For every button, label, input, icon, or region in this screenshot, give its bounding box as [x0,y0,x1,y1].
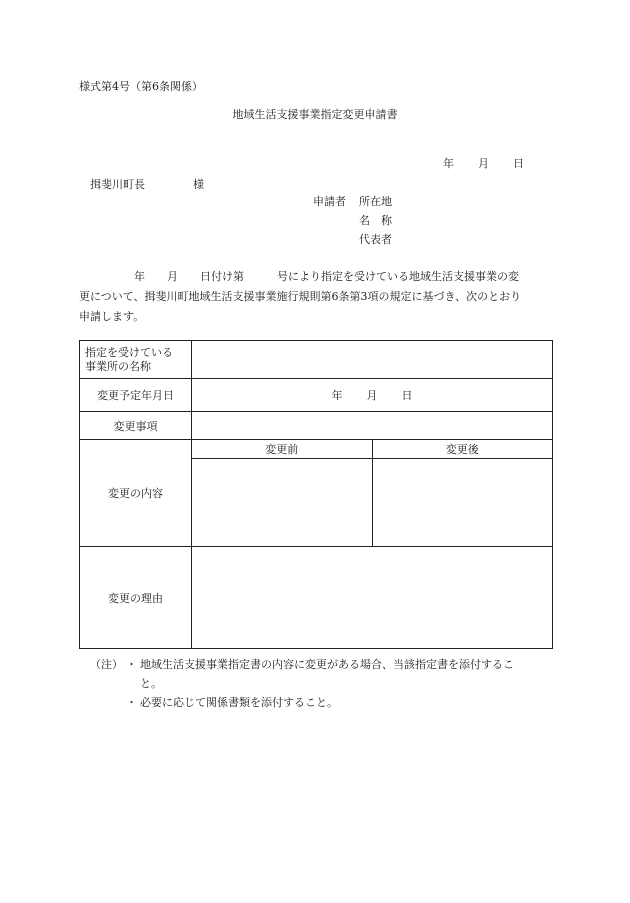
applicant-row-representative [313,233,392,252]
applicant-name-label: 名 称 [359,214,392,227]
facility-name-label: 指定を受けている 事業所の名称 [80,341,192,379]
change-reason-label: 変更の理由 [80,547,192,649]
change-date-month: 月 [366,389,378,402]
date-month: 月 [478,157,489,170]
note-1-text: 地域生活支援事業指定書の内容に変更がある場合、当該指定書を添付するこ [140,658,514,671]
document-title: 地域生活支援事業指定変更申請書 [232,108,398,121]
applicant-block [313,195,392,252]
body-line-2: 更について、揖斐川町地域生活支援事業施行規則第6条第3項の規定に基づき、次のとおり [79,290,522,303]
addressee-name: 揖斐川町長 [90,178,145,191]
note-mark: （注） [90,658,123,671]
change-form-table [79,340,553,649]
before-header: 変更前 [192,440,372,459]
after-header: 変更後 [372,440,552,459]
note-item-1-cont: と。 [140,677,162,690]
change-reason-field[interactable] [192,547,553,649]
notes [90,655,514,712]
applicant-role: 申請者 [313,195,346,208]
applicant-representative-label: 代表者 [359,233,392,246]
applicant-address-label: 所在地 [359,195,392,208]
application-date [443,157,524,171]
date-day: 日 [513,157,524,170]
body-line-1: 年 月 日付け第 号により指定を受けている地域生活支援事業の変 [79,270,519,283]
after-field[interactable] [372,459,552,547]
addressee [90,178,204,192]
change-date-label: 変更予定年月日 [80,379,192,412]
change-date-day: 日 [401,389,413,402]
applicant-row-address [313,195,392,214]
change-item-row [80,412,553,440]
application-body [79,267,559,327]
date-year: 年 [443,157,454,170]
addressee-honorific: 様 [193,178,204,191]
change-item-label: 変更事項 [80,412,192,440]
change-contents-grid [192,440,552,546]
body-line-3: 申請します。 [79,310,145,323]
facility-name-row [80,341,553,379]
facility-name-field[interactable] [192,341,553,379]
change-date-year: 年 [331,389,343,402]
note-item-2: ・ 必要に応じて関係書類を添付すること。 [126,696,338,709]
form-number: 様式第4号（第6条関係） [79,80,203,93]
change-contents-row [80,440,553,547]
change-contents-label: 変更の内容 [80,440,192,547]
change-item-field[interactable] [192,412,553,440]
note-2-text: 必要に応じて関係書類を添付すること。 [140,696,338,709]
change-date-field[interactable] [192,379,553,412]
note-item-1: （注） ・ 地域生活支援事業指定書の内容に変更がある場合、当該指定書を添付するこ [90,655,514,674]
change-reason-row [80,547,553,649]
applicant-row-name [313,214,392,233]
before-field[interactable] [192,459,372,547]
change-date-row [80,379,553,412]
